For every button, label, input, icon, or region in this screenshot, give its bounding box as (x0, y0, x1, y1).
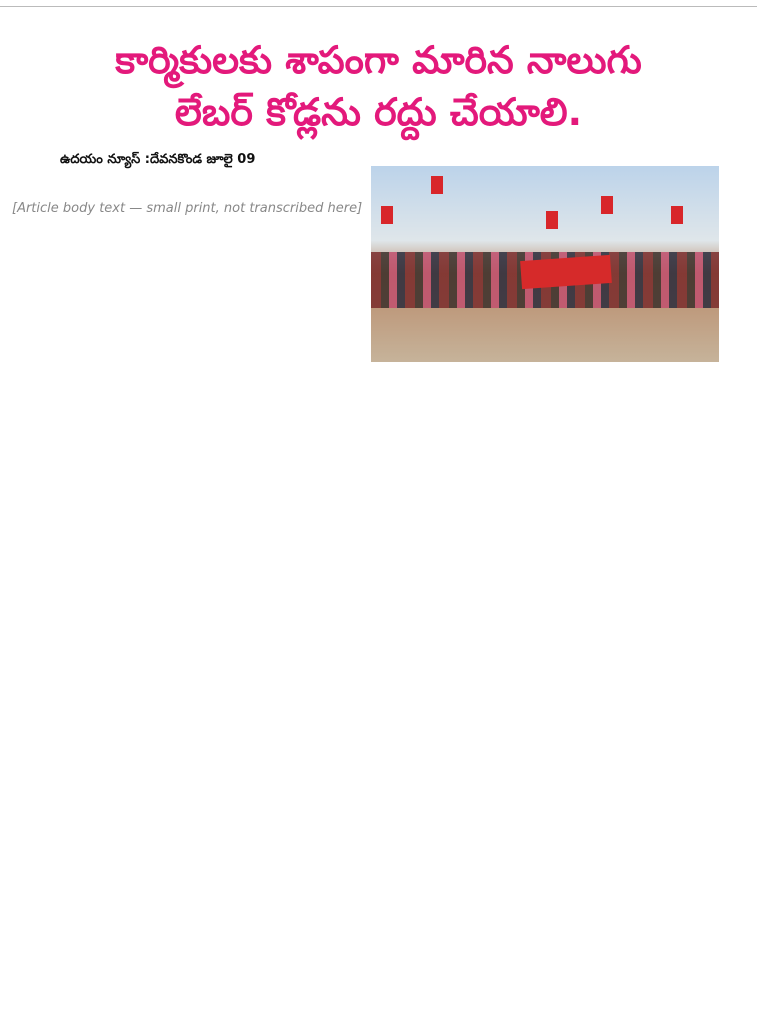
photo-flag (431, 176, 443, 194)
headline-line-2: లేబర్ కోడ్లను రద్దు చేయాలి. (174, 90, 583, 134)
article-placeholder: [Article body text — small print, not transcribed here] (12, 201, 363, 216)
photo-float-spacer (382, 198, 738, 368)
top-rule (0, 0, 757, 7)
headline (0, 34, 757, 138)
dateline: ఉదయం న్యూస్ :దేవనకొండ జూలై 09 (60, 152, 256, 167)
headline-line-1: కార్మికులకు శాపంగా మారిన నాలుగు (115, 38, 642, 82)
article-body (12, 198, 738, 1004)
